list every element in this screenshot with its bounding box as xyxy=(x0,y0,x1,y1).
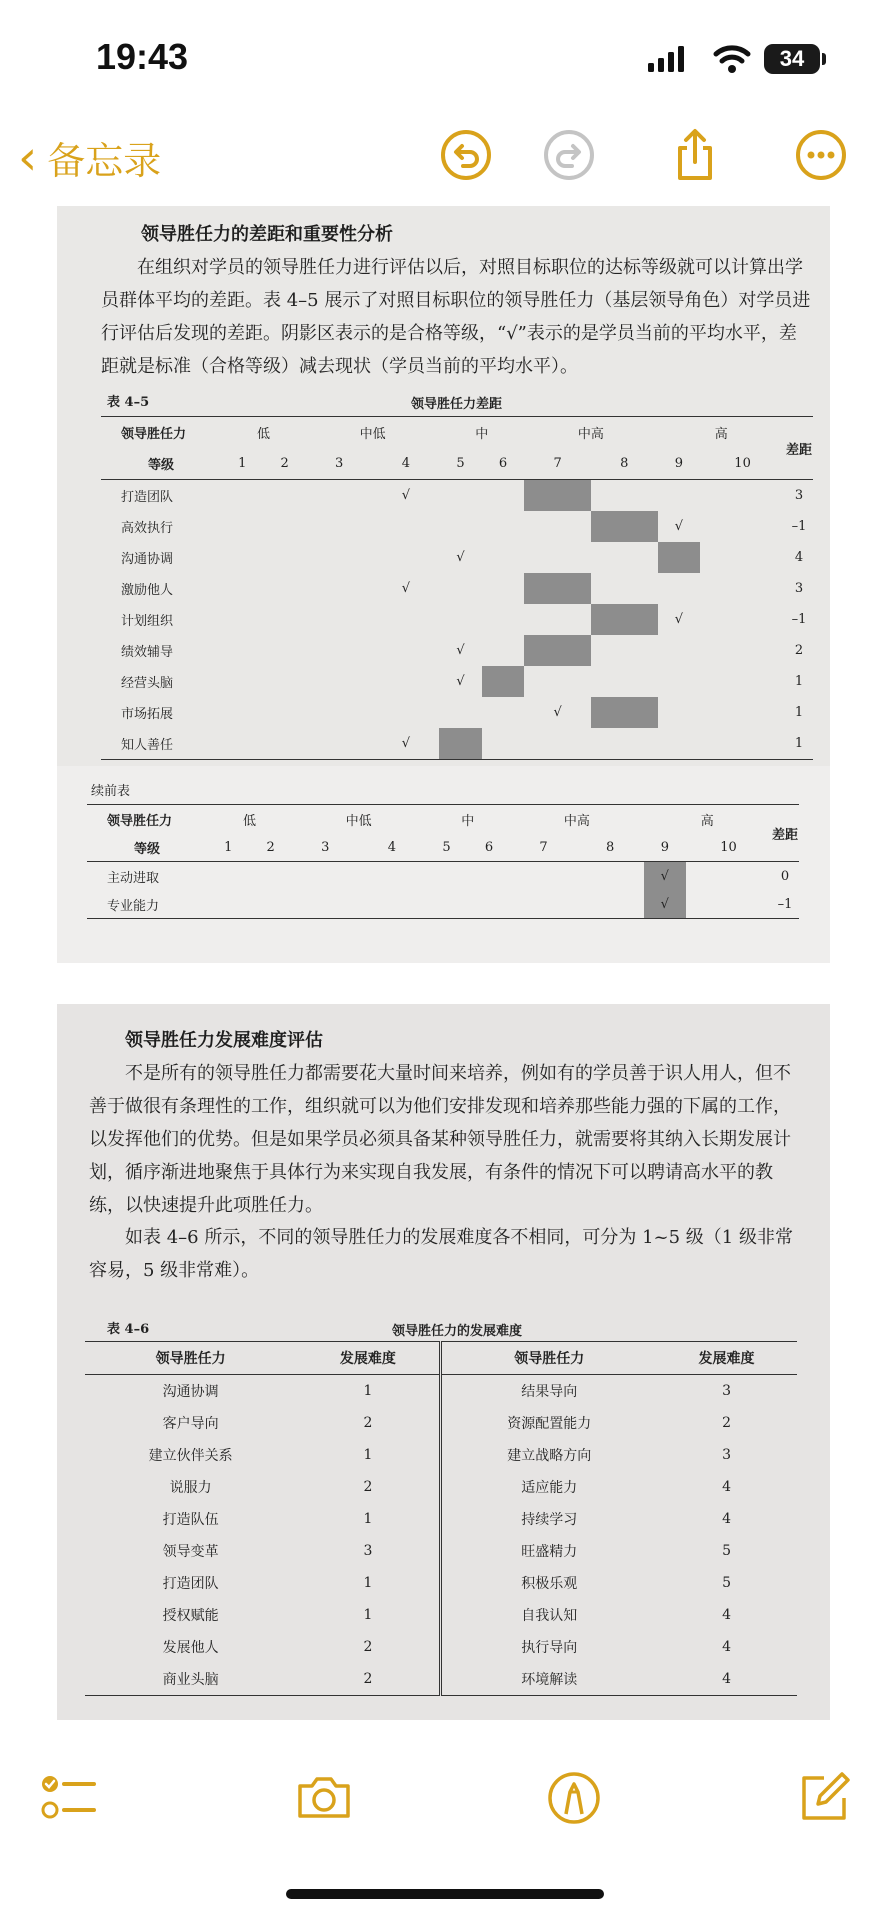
difficulty-value: 1 xyxy=(363,1383,373,1399)
level-cell xyxy=(425,862,467,891)
level-cell xyxy=(207,890,249,919)
level-cell xyxy=(658,666,701,697)
table-row xyxy=(85,1407,797,1439)
check-mark: √ xyxy=(660,868,669,884)
status-bar xyxy=(0,0,887,115)
competency-name: 打造团队 xyxy=(162,1576,219,1592)
level-cell xyxy=(577,862,644,891)
level-header: 2 xyxy=(280,456,289,471)
more-icon[interactable] xyxy=(794,128,848,182)
table-row xyxy=(101,511,813,542)
competency-name: 发展他人 xyxy=(162,1640,219,1656)
level-cell xyxy=(263,480,305,512)
level-cell xyxy=(372,697,439,728)
level-cell xyxy=(658,573,701,604)
group-high: 高 xyxy=(714,427,728,442)
level-cell xyxy=(372,511,439,542)
level-cell xyxy=(700,697,785,728)
level-cell xyxy=(700,511,785,542)
level-cell xyxy=(644,890,687,919)
table-row xyxy=(85,1503,797,1535)
battery-tip xyxy=(822,53,826,65)
level-cell xyxy=(658,635,701,666)
level-cell xyxy=(439,635,482,666)
level-header: 1 xyxy=(224,839,233,855)
table-title: 领导胜任力的发展难度 xyxy=(392,1324,523,1339)
wifi-icon xyxy=(712,42,752,74)
level-header: 3 xyxy=(335,456,344,471)
level-cell xyxy=(524,728,591,760)
level-cell xyxy=(468,862,510,891)
level-cell xyxy=(700,573,785,604)
level-header: 5 xyxy=(442,839,451,855)
table-row xyxy=(101,697,813,728)
development-difficulty-table xyxy=(85,1341,797,1696)
level-cell xyxy=(482,697,524,728)
competency-name: 环境解读 xyxy=(441,1663,656,1696)
level-cell xyxy=(524,480,591,512)
level-cell xyxy=(306,604,373,635)
gap-value: –1 xyxy=(791,519,807,534)
section-title: 领导胜任力发展难度评估 xyxy=(125,1030,323,1051)
difficulty-value: 3 xyxy=(722,1383,731,1399)
level-cell xyxy=(425,890,467,919)
level-cell xyxy=(306,480,373,512)
check-mark: √ xyxy=(553,705,562,720)
level-header: 2 xyxy=(266,839,275,855)
difficulty-value: 4 xyxy=(722,1511,731,1527)
level-cell xyxy=(221,728,263,760)
battery-indicator: 34 xyxy=(764,44,820,74)
level-header: 1 xyxy=(238,456,247,471)
level-header: 8 xyxy=(606,839,615,855)
level-header: 9 xyxy=(674,456,684,471)
check-mark: √ xyxy=(456,674,465,689)
competency-name: 说服力 xyxy=(169,1480,212,1496)
level-cell xyxy=(306,728,373,760)
level-cell xyxy=(221,542,263,573)
group-mid-low: 中低 xyxy=(345,813,372,829)
level-cell xyxy=(468,890,510,919)
competency-name: 市场拓展 xyxy=(121,707,174,722)
competency-name: 客户导向 xyxy=(162,1416,219,1432)
gap-value: 3 xyxy=(794,581,804,596)
group-low: 低 xyxy=(256,427,270,442)
level-cell xyxy=(658,604,701,635)
col-header-competency: 领导胜任力 xyxy=(85,1342,296,1375)
table-row xyxy=(85,1663,797,1696)
level-cell xyxy=(249,862,291,891)
level-cell xyxy=(524,666,591,697)
level-cell xyxy=(372,635,439,666)
table-row xyxy=(87,862,799,891)
level-header: 7 xyxy=(553,456,562,471)
gap-value: 3 xyxy=(794,488,804,503)
table-row xyxy=(101,635,813,666)
chevron-left-icon: ‹ xyxy=(18,129,38,186)
gap-value: 0 xyxy=(780,868,790,884)
gap-value: 1 xyxy=(794,705,804,720)
level-cell xyxy=(591,728,658,760)
level-cell xyxy=(591,697,658,728)
level-cell xyxy=(359,890,426,919)
table-title: 领导胜任力差距 xyxy=(411,397,503,412)
level-cell xyxy=(372,542,439,573)
level-cell xyxy=(577,890,644,919)
col-header-competency: 领导胜任力 xyxy=(441,1342,656,1375)
competency-name: 打造团队 xyxy=(121,490,174,505)
level-cell xyxy=(591,635,658,666)
level-cell xyxy=(372,728,439,760)
level-cell xyxy=(524,604,591,635)
table-row xyxy=(87,890,799,919)
level-cell xyxy=(207,862,249,891)
level-cell xyxy=(359,862,426,891)
check-mark: √ xyxy=(456,550,465,565)
difficulty-value: 1 xyxy=(363,1607,373,1623)
level-cell xyxy=(700,666,785,697)
difficulty-value: 2 xyxy=(363,1639,373,1655)
col-header-difficulty: 发展难度 xyxy=(296,1342,441,1375)
competency-name: 资源配置能力 xyxy=(441,1407,656,1439)
level-cell xyxy=(658,542,701,573)
level-cell xyxy=(221,697,263,728)
share-icon[interactable] xyxy=(668,128,722,182)
status-time: 19:43 xyxy=(96,36,189,77)
level-cell xyxy=(482,573,524,604)
continued-table-section xyxy=(57,766,830,963)
group-mid-high: 中高 xyxy=(563,813,590,829)
level-cell xyxy=(263,573,305,604)
gap-value: –1 xyxy=(791,612,807,627)
table-row xyxy=(85,1535,797,1567)
level-cell xyxy=(292,862,359,891)
difficulty-value: 4 xyxy=(722,1479,731,1495)
competency-name: 旺盛精力 xyxy=(441,1535,656,1567)
level-cell xyxy=(221,573,263,604)
level-cell xyxy=(439,728,482,760)
group-mid-high: 中高 xyxy=(577,427,604,442)
level-cell xyxy=(658,480,701,512)
level-header: 6 xyxy=(484,839,494,855)
home-indicator[interactable] xyxy=(286,1889,604,1899)
level-cell xyxy=(221,635,263,666)
level-cell xyxy=(439,542,482,573)
level-cell xyxy=(372,573,439,604)
camera-icon[interactable] xyxy=(296,1770,352,1826)
back-label: 备忘录 xyxy=(47,139,162,183)
level-cell xyxy=(263,604,305,635)
level-cell xyxy=(482,604,524,635)
check-mark: √ xyxy=(401,581,411,596)
level-header: 5 xyxy=(456,456,465,471)
level-cell xyxy=(524,573,591,604)
redo-icon[interactable] xyxy=(542,128,596,182)
level-cell xyxy=(700,635,785,666)
competency-name: 打造队伍 xyxy=(162,1512,219,1528)
competency-name: 沟通协调 xyxy=(162,1384,219,1400)
col-header-gap: 差距 xyxy=(785,442,812,458)
difficulty-value: 3 xyxy=(363,1543,373,1559)
table-row xyxy=(85,1439,797,1471)
level-header: 10 xyxy=(720,839,737,855)
competency-gap-table xyxy=(101,416,813,760)
level-cell xyxy=(482,666,524,697)
level-cell xyxy=(686,890,771,919)
level-header: 8 xyxy=(620,456,629,471)
competency-name: 建立伙伴关系 xyxy=(148,1448,233,1464)
difficulty-value: 1 xyxy=(363,1511,373,1527)
competency-name: 结果导向 xyxy=(441,1375,656,1408)
competency-name: 沟通协调 xyxy=(121,552,174,567)
level-cell xyxy=(700,728,785,760)
level-cell xyxy=(510,890,577,919)
level-cell xyxy=(700,480,785,512)
level-header: 3 xyxy=(321,839,330,855)
group-mid: 中 xyxy=(475,427,489,442)
undo-icon[interactable] xyxy=(439,128,493,182)
gap-value: 1 xyxy=(794,674,804,689)
level-cell xyxy=(482,542,524,573)
gap-value: –1 xyxy=(777,896,793,912)
competency-name: 激励他人 xyxy=(121,583,174,598)
level-cell xyxy=(372,604,439,635)
markup-pen-icon[interactable] xyxy=(546,1770,602,1826)
level-cell xyxy=(306,511,373,542)
check-mark: √ xyxy=(401,488,411,503)
competency-name: 绩效辅导 xyxy=(121,645,174,660)
level-cell xyxy=(221,511,263,542)
group-low: 低 xyxy=(242,813,256,829)
level-cell xyxy=(306,697,373,728)
level-cell xyxy=(221,604,263,635)
check-mark: √ xyxy=(674,519,684,534)
competency-name: 自我认知 xyxy=(441,1599,656,1631)
table-row xyxy=(85,1567,797,1599)
competency-name: 经营头脑 xyxy=(121,676,174,691)
col-header-competency: 领导胜任力 xyxy=(121,427,187,442)
level-cell xyxy=(658,728,701,760)
cellular-signal-icon xyxy=(648,46,688,72)
level-header: 4 xyxy=(387,839,397,855)
difficulty-value: 5 xyxy=(722,1575,731,1591)
table-row xyxy=(85,1375,797,1408)
check-mark: √ xyxy=(674,612,684,627)
group-mid-low: 中低 xyxy=(359,427,386,442)
competency-name: 专业能力 xyxy=(107,898,160,914)
level-cell xyxy=(658,511,701,542)
competency-name: 计划组织 xyxy=(121,614,174,629)
competency-name: 适应能力 xyxy=(441,1471,656,1503)
gap-value: 2 xyxy=(794,643,804,658)
table-row xyxy=(101,666,813,697)
level-cell xyxy=(221,666,263,697)
level-cell xyxy=(263,728,305,760)
competency-gap-table-continued xyxy=(87,804,799,919)
level-cell xyxy=(439,511,482,542)
competency-name: 持续学习 xyxy=(441,1503,656,1535)
difficulty-value: 3 xyxy=(722,1447,731,1463)
level-cell xyxy=(591,604,658,635)
group-high: 高 xyxy=(700,813,714,829)
col-header-gap: 差距 xyxy=(771,827,798,843)
check-mark: √ xyxy=(401,736,411,751)
level-cell xyxy=(372,480,439,512)
difficulty-value: 2 xyxy=(363,1415,373,1431)
competency-name: 领导变革 xyxy=(162,1544,219,1560)
gap-value: 1 xyxy=(794,736,804,751)
col-header-difficulty: 发展难度 xyxy=(656,1342,797,1375)
level-cell xyxy=(439,573,482,604)
level-cell xyxy=(591,573,658,604)
table-row xyxy=(85,1471,797,1503)
level-cell xyxy=(591,511,658,542)
level-cell xyxy=(306,573,373,604)
level-cell xyxy=(263,635,305,666)
level-cell xyxy=(482,511,524,542)
table-row xyxy=(101,542,813,573)
gap-value: 4 xyxy=(794,550,804,565)
note-photo-development-difficulty[interactable] xyxy=(57,1004,830,1720)
table-label: 表 4–5 xyxy=(107,395,150,410)
table-row xyxy=(101,728,813,760)
table-label: 表 4–6 xyxy=(107,1322,150,1337)
level-header: 6 xyxy=(498,456,508,471)
level-cell xyxy=(263,666,305,697)
level-cell xyxy=(510,862,577,891)
difficulty-value: 5 xyxy=(722,1543,731,1559)
competency-name: 高效执行 xyxy=(121,521,174,536)
level-cell xyxy=(263,511,305,542)
level-cell xyxy=(482,635,524,666)
level-cell xyxy=(306,542,373,573)
level-cell xyxy=(591,542,658,573)
table-row xyxy=(85,1599,797,1631)
level-cell xyxy=(439,480,482,512)
level-cell xyxy=(306,666,373,697)
competency-name: 授权赋能 xyxy=(162,1608,219,1624)
level-cell xyxy=(658,697,701,728)
level-cell xyxy=(439,604,482,635)
level-cell xyxy=(524,697,591,728)
check-mark: √ xyxy=(456,643,465,658)
level-header: 9 xyxy=(660,839,669,855)
table-row xyxy=(101,573,813,604)
difficulty-value: 4 xyxy=(722,1639,731,1655)
back-button[interactable] xyxy=(18,130,161,185)
col-header-level: 等级 xyxy=(147,458,174,473)
paragraph: 在组织对学员的领导胜任力进行评估以后，对照目标职位的达标等级就可以计算出学员群体平均的差距。表 4–5 展示了对照目标职位的领导胜任力（基层领导角色）对学员进行评估后发现的差距。阴影区表示的是合格等级，“√”表示的是学员当前的平均水平，差距就是标准（合格等级）减去现状（学员当前的平均水平）。 xyxy=(101,257,811,377)
level-cell xyxy=(263,697,305,728)
table-row xyxy=(85,1631,797,1663)
difficulty-value: 2 xyxy=(722,1415,731,1431)
checklist-icon[interactable] xyxy=(40,1770,96,1826)
level-cell xyxy=(482,728,524,760)
level-cell xyxy=(700,604,785,635)
level-cell xyxy=(686,862,771,891)
level-header: 10 xyxy=(734,456,751,471)
level-cell xyxy=(439,666,482,697)
paragraph-1: 不是所有的领导胜任力都需要花大量时间来培养，例如有的学员善于识人用人，但不善于做很有条理性的工作，组织就可以为他们安排发现和培养那些能力强的下属的工作，以发挥他们的优势。但是如果学员必须具备某种领导胜任力，就需要将其纳入长期发展计划，循序渐进地聚焦于具体行为来实现自我发展，有条件的情况下可以聘请高水平的教练，以快速提升此项胜任力。 xyxy=(89,1063,791,1216)
level-cell xyxy=(700,542,785,573)
col-header-level: 等级 xyxy=(133,841,160,857)
note-photo-competency-gap[interactable] xyxy=(57,206,830,963)
group-mid: 中 xyxy=(461,813,475,829)
difficulty-value: 2 xyxy=(363,1479,373,1495)
level-cell xyxy=(249,890,291,919)
level-cell xyxy=(263,542,305,573)
level-header: 4 xyxy=(401,456,410,471)
level-cell xyxy=(221,480,263,512)
level-cell xyxy=(482,480,524,512)
level-cell xyxy=(591,480,658,512)
section-title: 领导胜任力的差距和重要性分析 xyxy=(141,224,393,245)
difficulty-value: 1 xyxy=(363,1447,373,1463)
difficulty-value: 1 xyxy=(363,1575,373,1591)
level-cell xyxy=(306,635,373,666)
col-header-competency: 领导胜任力 xyxy=(107,813,173,829)
paragraph-2: 如表 4–6 所示，不同的领导胜任力的发展难度各不相同，可分为 1~5 级（1 级非常容易，5 级非常难）。 xyxy=(89,1227,793,1281)
competency-name: 执行导向 xyxy=(441,1631,656,1663)
difficulty-value: 4 xyxy=(722,1671,731,1687)
level-cell xyxy=(524,542,591,573)
competency-name: 建立战略方向 xyxy=(441,1439,656,1471)
competency-name: 主动进取 xyxy=(107,870,160,886)
level-cell xyxy=(292,890,359,919)
table-row xyxy=(101,480,813,512)
level-cell xyxy=(644,862,687,891)
difficulty-value: 2 xyxy=(363,1671,373,1687)
continued-label: 续前表 xyxy=(91,784,131,799)
table-row xyxy=(101,604,813,635)
level-cell xyxy=(524,635,591,666)
competency-name: 积极乐观 xyxy=(441,1567,656,1599)
level-cell xyxy=(439,697,482,728)
compose-icon[interactable] xyxy=(796,1770,852,1826)
level-header: 7 xyxy=(539,839,548,855)
level-cell xyxy=(372,666,439,697)
level-cell xyxy=(591,666,658,697)
level-cell xyxy=(524,511,591,542)
nav-bar xyxy=(0,120,887,200)
competency-name: 商业头脑 xyxy=(162,1672,219,1688)
competency-name: 知人善任 xyxy=(121,738,174,753)
check-mark: √ xyxy=(660,896,669,912)
difficulty-value: 4 xyxy=(722,1607,731,1623)
